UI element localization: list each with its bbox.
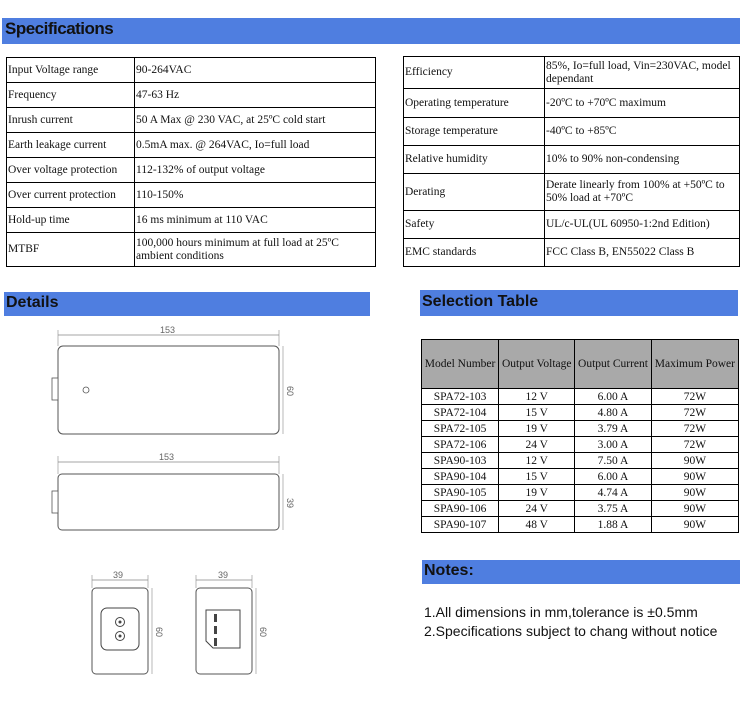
current-cell: 3.79 A bbox=[575, 421, 652, 437]
end-a-height-label: 60 bbox=[154, 627, 164, 638]
top-view-drawing bbox=[52, 325, 295, 434]
spec-label: Hold-up time bbox=[7, 208, 135, 233]
current-cell: 3.75 A bbox=[575, 501, 652, 517]
spec-value: 16 ms minimum at 110 VAC bbox=[135, 208, 376, 233]
spec-label: Earth leakage current bbox=[7, 133, 135, 158]
side-length-label: 153 bbox=[159, 452, 175, 462]
spec-value: -40ºC to +85ºC bbox=[545, 118, 740, 146]
spec-label: Storage temperature bbox=[404, 118, 545, 146]
side-height-label: 39 bbox=[285, 498, 295, 509]
spec-value: 10% to 90% non-condensing bbox=[545, 146, 740, 174]
top-length-label: 153 bbox=[160, 325, 176, 335]
power-cell: 90W bbox=[651, 485, 738, 501]
current-cell: 1.88 A bbox=[575, 517, 652, 533]
column-header: Output Voltage bbox=[499, 340, 575, 389]
notes-header: Notes: bbox=[422, 560, 740, 584]
end-view-a-drawing bbox=[92, 570, 164, 674]
spec-label: Safety bbox=[404, 211, 545, 239]
spec-value: 50 A Max @ 230 VAC, at 25ºC cold start bbox=[135, 108, 376, 133]
voltage-cell: 24 V bbox=[499, 437, 575, 453]
voltage-cell: 48 V bbox=[499, 517, 575, 533]
model-cell: SPA90-104 bbox=[422, 469, 499, 485]
spec-label: Over current protection bbox=[7, 183, 135, 208]
spec-label: Frequency bbox=[7, 83, 135, 108]
model-cell: SPA72-105 bbox=[422, 421, 499, 437]
end-b-height-label: 60 bbox=[258, 627, 268, 638]
spec-value: Derate linearly from 100% at +50ºC to 50% load at +70ºC bbox=[545, 174, 740, 211]
spec-value: -20ºC to +70ºC maximum bbox=[545, 89, 740, 118]
column-header: Model Number bbox=[422, 340, 499, 389]
inlet-pin-icon bbox=[214, 638, 217, 646]
spec-value: 90-264VAC bbox=[135, 58, 376, 83]
model-cell: SPA72-103 bbox=[422, 389, 499, 405]
spec-label: Input Voltage range bbox=[7, 58, 135, 83]
spec-label: MTBF bbox=[7, 233, 135, 267]
spec-value: 85%, Io=full load, Vin=230VAC, model dependant bbox=[545, 57, 740, 89]
model-cell: SPA90-107 bbox=[422, 517, 499, 533]
spec-label: Efficiency bbox=[404, 57, 545, 89]
end-view-b-drawing bbox=[196, 570, 268, 674]
spec-value: 112-132% of output voltage bbox=[135, 158, 376, 183]
model-cell: SPA90-103 bbox=[422, 453, 499, 469]
note-item: 2.Specifications subject to chang without notice bbox=[424, 623, 718, 639]
spec-value: FCC Class B, EN55022 Class B bbox=[545, 239, 740, 267]
model-cell: SPA72-106 bbox=[422, 437, 499, 453]
power-cell: 72W bbox=[651, 405, 738, 421]
current-cell: 7.50 A bbox=[575, 453, 652, 469]
voltage-cell: 12 V bbox=[499, 389, 575, 405]
note-item: 1.All dimensions in mm,tolerance is ±0.5mm bbox=[424, 604, 698, 620]
spec-label: Derating bbox=[404, 174, 545, 211]
current-cell: 6.00 A bbox=[575, 389, 652, 405]
spec-value: UL/c-UL(UL 60950-1:2nd Edition) bbox=[545, 211, 740, 239]
power-cell: 72W bbox=[651, 437, 738, 453]
model-cell: SPA90-106 bbox=[422, 501, 499, 517]
spec-label: Relative humidity bbox=[404, 146, 545, 174]
column-header: Maximum Power bbox=[651, 340, 738, 389]
inlet-pin-icon bbox=[214, 614, 217, 622]
power-cell: 72W bbox=[651, 389, 738, 405]
power-cell: 72W bbox=[651, 421, 738, 437]
model-cell: SPA90-105 bbox=[422, 485, 499, 501]
column-header: Output Current bbox=[575, 340, 652, 389]
current-cell: 4.80 A bbox=[575, 405, 652, 421]
voltage-cell: 15 V bbox=[499, 405, 575, 421]
current-cell: 6.00 A bbox=[575, 469, 652, 485]
spec-label: Inrush current bbox=[7, 108, 135, 133]
specifications-header: Specifications bbox=[2, 18, 740, 44]
voltage-cell: 19 V bbox=[499, 485, 575, 501]
inlet-pin-icon bbox=[214, 626, 217, 634]
led-indicator-icon bbox=[83, 387, 89, 393]
power-cell: 90W bbox=[651, 501, 738, 517]
spec-value: 110-150% bbox=[135, 183, 376, 208]
current-cell: 4.74 A bbox=[575, 485, 652, 501]
spec-label: Over voltage protection bbox=[7, 158, 135, 183]
end-a-width-label: 39 bbox=[113, 570, 124, 580]
voltage-cell: 24 V bbox=[499, 501, 575, 517]
spec-label: Operating temperature bbox=[404, 89, 545, 118]
selection-table-header: Selection Table bbox=[420, 290, 738, 316]
spec-value: 47-63 Hz bbox=[135, 83, 376, 108]
model-cell: SPA72-104 bbox=[422, 405, 499, 421]
power-cell: 90W bbox=[651, 469, 738, 485]
voltage-cell: 15 V bbox=[499, 469, 575, 485]
end-b-width-label: 39 bbox=[218, 570, 229, 580]
current-cell: 3.00 A bbox=[575, 437, 652, 453]
power-cell: 90W bbox=[651, 453, 738, 469]
top-width-label: 60 bbox=[285, 386, 295, 397]
voltage-cell: 12 V bbox=[499, 453, 575, 469]
voltage-cell: 19 V bbox=[499, 421, 575, 437]
details-header: Details bbox=[4, 292, 370, 316]
spec-value: 0.5mA max. @ 264VAC, Io=full load bbox=[135, 133, 376, 158]
spec-value: 100,000 hours minimum at full load at 25ºC ambient conditions bbox=[135, 233, 376, 267]
side-view-drawing bbox=[52, 452, 295, 530]
spec-label: EMC standards bbox=[404, 239, 545, 267]
power-cell: 90W bbox=[651, 517, 738, 533]
